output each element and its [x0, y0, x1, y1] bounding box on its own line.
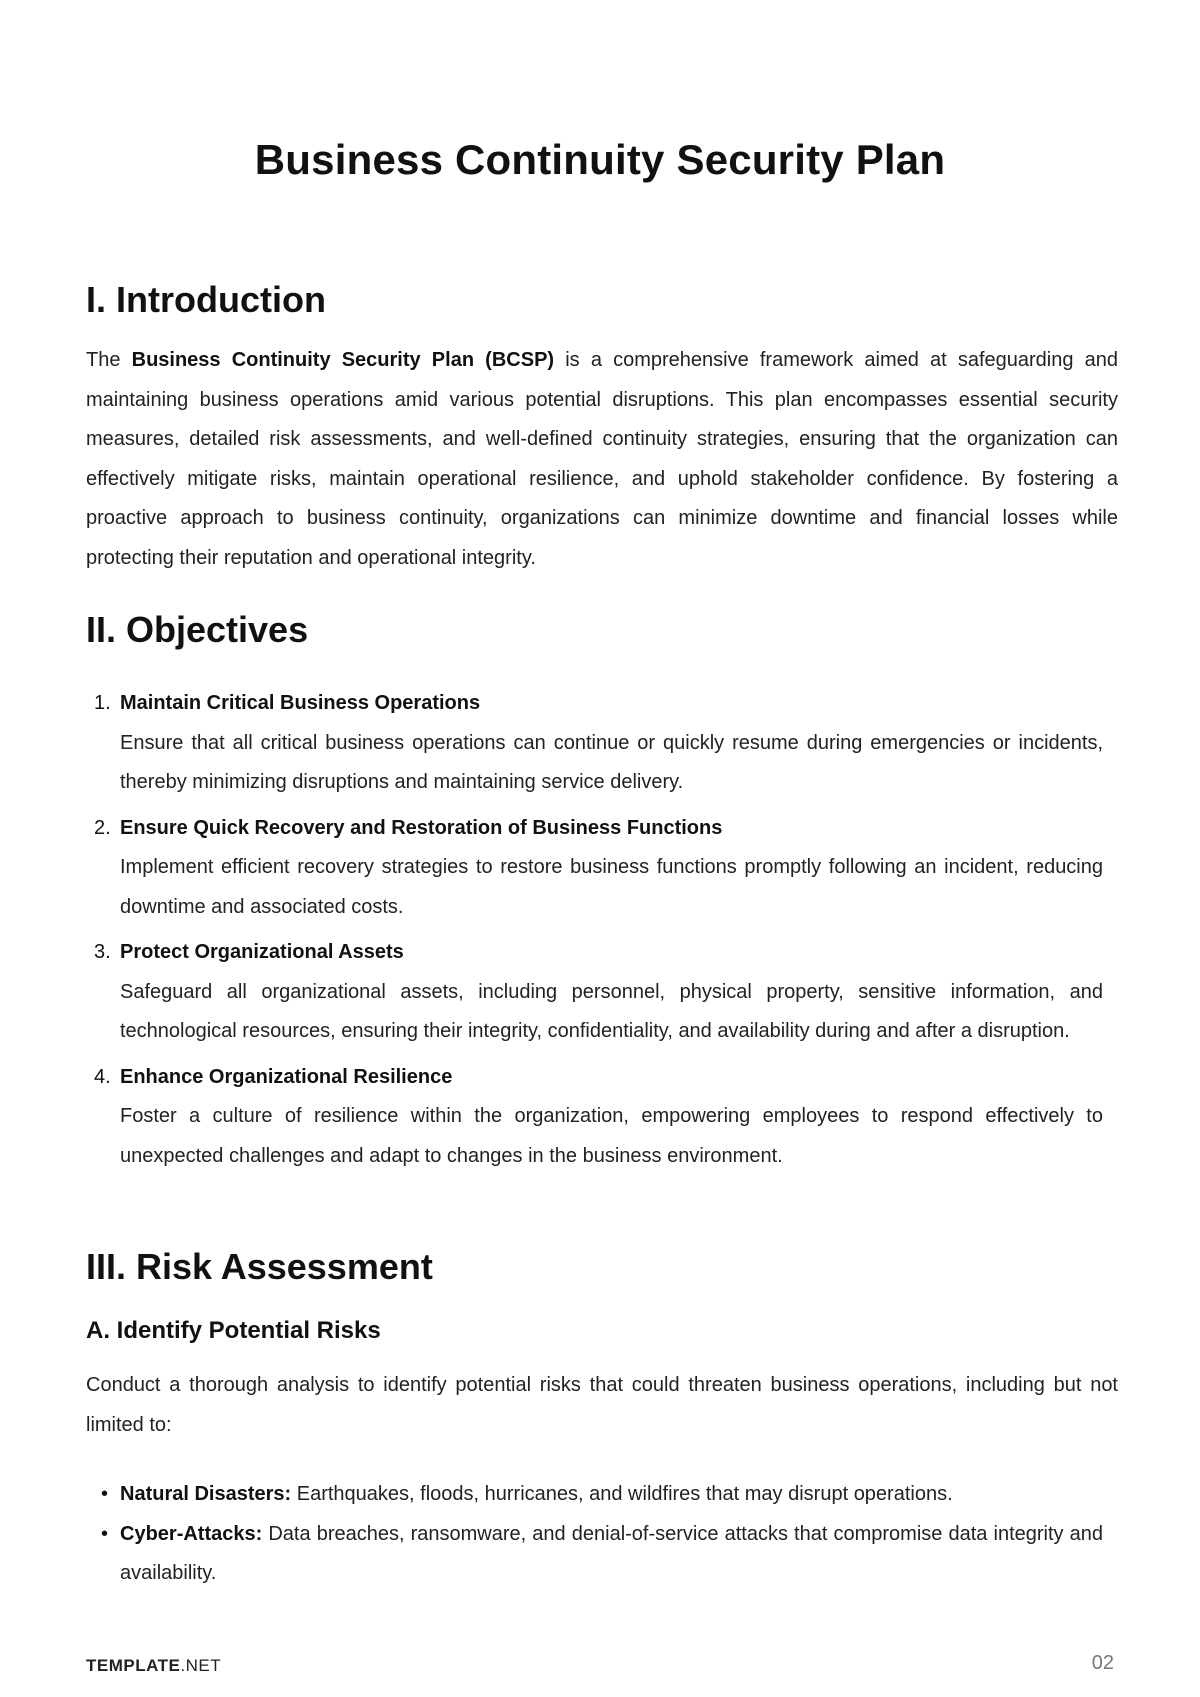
objective-title: Maintain Critical Business Operations — [120, 692, 481, 714]
objectives-list — [86, 684, 1118, 1176]
objective-description: Safeguard all organizational assets, including personnel, physical property, sensitive information, and technological resources, ensuring their integrity, confidentiality, and availability during and after a disruption. — [120, 980, 1103, 1042]
objective-title: Enhance Organizational Resilience — [120, 1065, 453, 1088]
risk-label: Natural Disasters: — [120, 1483, 292, 1505]
risk-assessment-section — [86, 1245, 1118, 1594]
brand-name: TEMPLATE — [86, 1656, 181, 1675]
objective-number: 3. — [94, 941, 111, 963]
brand-suffix: .NET — [180, 1656, 222, 1675]
objective-description: Implement efficient recovery strategies to restore business functions promptly following an incident, reducing downtime and associated costs. — [120, 856, 1103, 918]
identify-risks-subheading: A. Identify Potential Risks — [86, 1317, 381, 1344]
objective-number: 1. — [94, 692, 111, 714]
bcsp-term: Business Continuity Security Plan (BCSP) — [131, 349, 555, 371]
risk-item — [86, 1475, 1103, 1515]
objectives-section — [86, 608, 1118, 1182]
risk-text: Earthquakes, floods, hurricanes, and wildfires that may disrupt operations. — [291, 1483, 953, 1505]
risk-text: Data breaches, ransomware, and denial-of-service attacks that compromise data integrity and availability. — [120, 1522, 1103, 1584]
objectives-heading: II. Objectives — [86, 609, 309, 650]
risk-label: Cyber-Attacks: — [120, 1522, 263, 1545]
introduction-section — [86, 278, 1118, 578]
objective-title: Protect Organizational Assets — [120, 941, 404, 963]
objective-item — [86, 684, 1118, 803]
page-number: 02 — [1091, 1652, 1114, 1674]
risk-item — [86, 1515, 1103, 1594]
footer-brand-logo[interactable] — [86, 1656, 221, 1676]
document-title: Business Continuity Security Plan — [254, 136, 946, 183]
objective-item — [86, 809, 1118, 928]
introduction-paragraph — [86, 341, 1118, 578]
objective-item — [86, 1058, 1118, 1177]
bullet-icon: • — [101, 1522, 109, 1545]
objective-number: 4. — [94, 1065, 111, 1088]
introduction-heading: I. Introduction — [86, 279, 326, 320]
introduction-body: is a comprehensive framework aimed at safeguarding and maintaining business operations amid various potential disruptions. This plan encompasses essential security measures, detailed risk assessments, and well-defined continuity strategies, ensuring that the organization can effectively mitigate risks, maintain operational resilience, and uphold stakeholder confidence. By fostering a proactive approach to business continuity, organizations can minimize downtime and financial losses while protecting their reputation and operational integrity. — [86, 349, 1118, 569]
risk-intro-paragraph: Conduct a thorough analysis to identify potential risks that could threaten business operations, including but not limited to: — [86, 1374, 1118, 1436]
risk-list — [86, 1475, 1118, 1594]
bullet-icon: • — [101, 1483, 109, 1505]
objective-description: Foster a culture of resilience within the organization, empowering employees to respond effectively to unexpected challenges and adapt to changes in the business environment. — [120, 1105, 1103, 1167]
objective-item — [86, 933, 1118, 1052]
objective-number: 2. — [94, 816, 111, 839]
objective-description: Ensure that all critical business operations can continue or quickly resume during emergencies or incidents, thereby minimizing disruptions and maintaining service delivery. — [120, 731, 1103, 793]
risk-assessment-heading: III. Risk Assessment — [86, 1246, 433, 1287]
introduction-prefix: The — [86, 349, 132, 371]
objective-title: Ensure Quick Recovery and Restoration of Business Functions — [120, 816, 723, 839]
